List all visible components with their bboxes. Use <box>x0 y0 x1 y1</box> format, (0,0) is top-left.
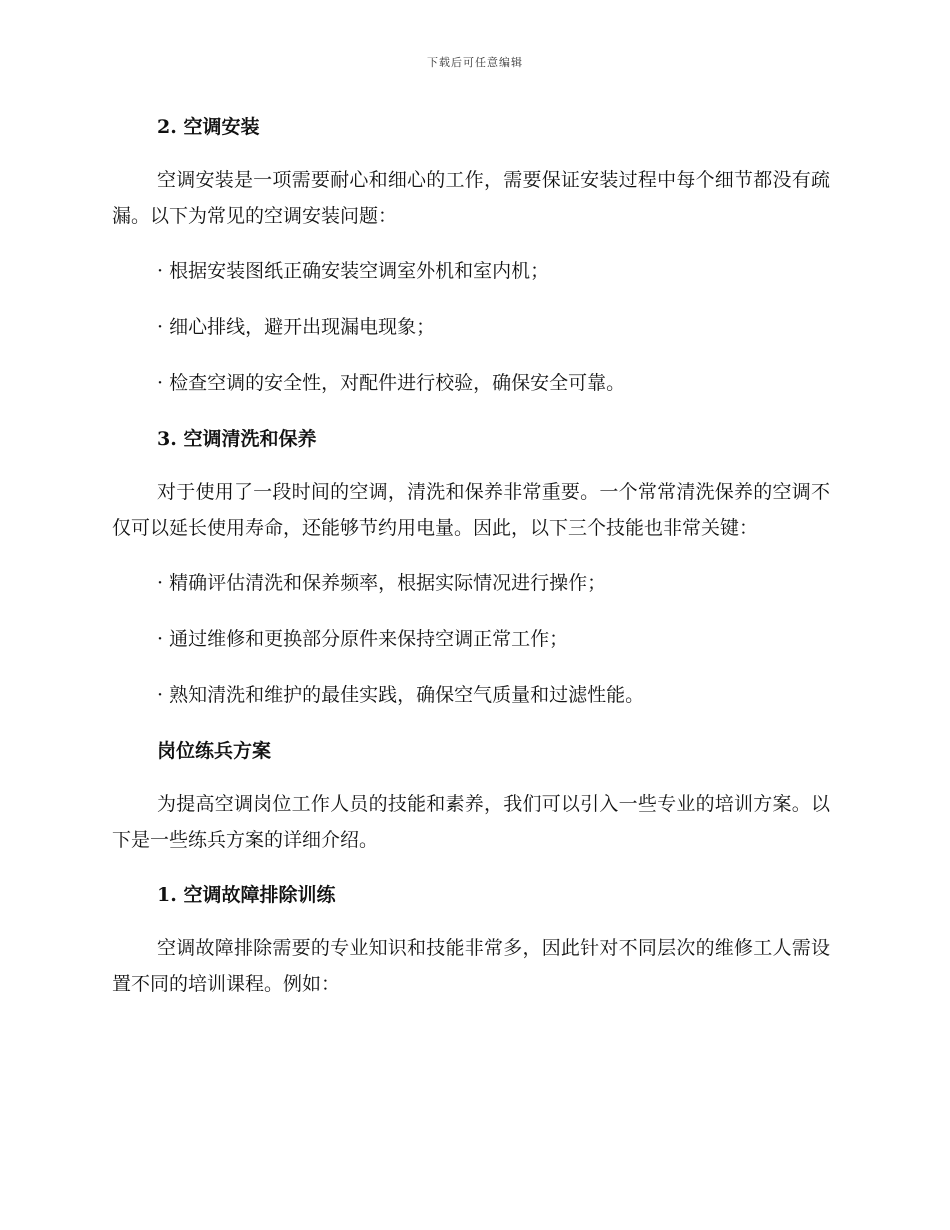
section-heading-training: 岗位练兵方案 <box>157 740 272 762</box>
list-item: · 精确评估清洗和保养频率，根据实际情况进行操作； <box>157 572 607 594</box>
section-paragraph-install: 空调安装是一项需要耐心和细心的工作，需要保证安装过程中每个细节都没有疏漏。以下为常见的空调安装问题： <box>112 169 830 227</box>
list-item: · 通过维修和更换部分原件来保持空调正常工作； <box>157 628 569 650</box>
list-item: · 根据安装图纸正确安装空调室外机和室内机； <box>157 260 550 282</box>
section-paragraph-troubleshoot: 空调故障排除需要的专业知识和技能非常多，因此针对不同层次的维修工人需设置不同的培训课程。例如： <box>112 937 830 995</box>
page-header: 下载后可任意编辑 <box>427 56 523 69</box>
list-item: · 细心排线，避开出现漏电现象； <box>157 316 436 338</box>
section-heading-troubleshoot: 1. 空调故障排除训练 <box>157 884 336 906</box>
list-item: · 检查空调的安全性，对配件进行校验，确保安全可靠。 <box>157 372 626 394</box>
section-paragraph-cleaning: 对于使用了一段时间的空调，清洗和保养非常重要。一个常常清洗保养的空调不仅可以延长使用寿命，还能够节约用电量。因此，以下三个技能也非常关键： <box>112 481 830 539</box>
document-body <box>112 112 830 1002</box>
section-paragraph-training: 为提高空调岗位工作人员的技能和素养，我们可以引入一些专业的培训方案。以下是一些练兵方案的详细介绍。 <box>112 793 830 851</box>
section-heading-cleaning: 3. 空调清洗和保养 <box>157 428 317 450</box>
list-item: · 熟知清洗和维护的最佳实践，确保空气质量和过滤性能。 <box>157 684 645 706</box>
section-heading-install: 2. 空调安装 <box>157 116 260 138</box>
